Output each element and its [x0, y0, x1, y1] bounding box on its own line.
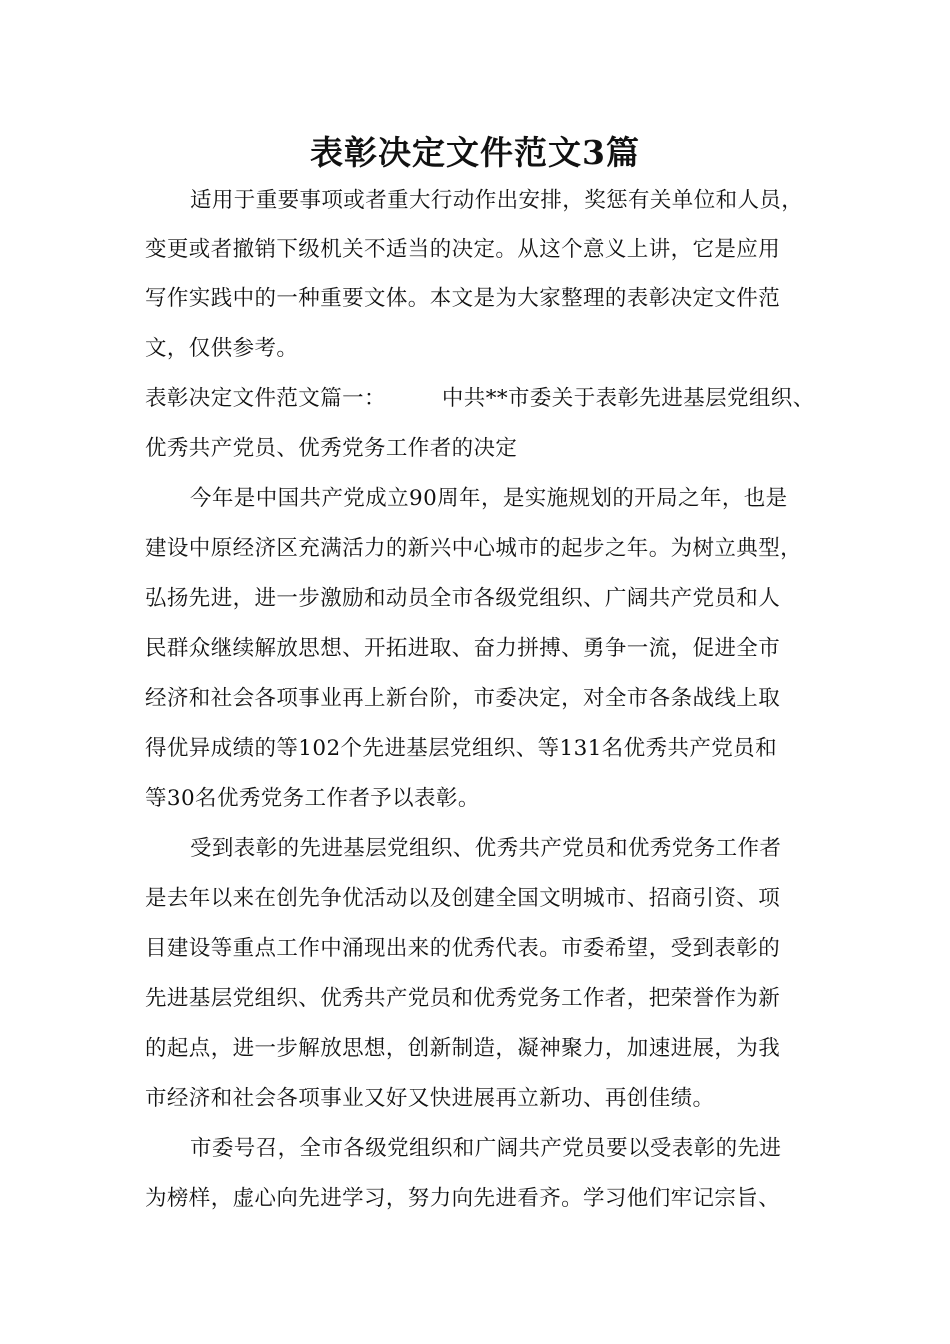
- intro-line: 变更或者撤销下级机关不适当的决定。从这个意义上讲，它是应用: [145, 237, 781, 262]
- paragraph-line: 经济和社会各项事业再上新台阶，市委决定，对全市各条战线上取: [145, 686, 781, 711]
- paragraph-line: 建设中原经济区充满活力的新兴中心城市的起步之年。为树立典型，: [145, 536, 803, 561]
- paragraph-line: 民群众继续解放思想、开拓进取、奋力拼搏、勇争一流，促进全市: [145, 636, 781, 661]
- paragraph-line: 目建设等重点工作中涌现出来的优秀代表。市委希望，受到表彰的: [145, 936, 781, 961]
- paragraph-line: 的起点，进一步解放思想，创新制造，凝神聚力，加速进展，为我: [145, 1036, 781, 1061]
- paragraph-line: 受到表彰的先进基层党组织、优秀共产党员和优秀党务工作者: [190, 836, 782, 861]
- section-label: 表彰决定文件范文篇一：: [145, 386, 386, 411]
- paragraph-line: 得优异成绩的等102个先进基层党组织、等131名优秀共产党员和: [145, 736, 777, 761]
- section-heading-line: [145, 384, 815, 414]
- paragraph-line: 先进基层党组织、优秀共产党员和优秀党务工作者，把荣誉作为新: [145, 986, 781, 1011]
- paragraph-line: 市经济和社会各项事业又好又快进展再立新功、再创佳绩。: [145, 1086, 715, 1111]
- section-title-part-2: 优秀共产党员、优秀党务工作者的决定: [145, 436, 518, 461]
- paragraph-line: 市委号召，全市各级党组织和广阔共产党员要以受表彰的先进: [190, 1136, 782, 1161]
- paragraph-line: 等30名优秀党务工作者予以表彰。: [145, 786, 480, 811]
- intro-line: 适用于重要事项或者重大行动作出安排，奖惩有关单位和人员，: [190, 188, 804, 213]
- intro-line: 文，仅供参考。: [145, 336, 299, 361]
- paragraph-line: 今年是中国共产党成立90周年，是实施规划的开局之年，也是: [190, 486, 788, 511]
- intro-line: 写作实践中的一种重要文体。本文是为大家整理的表彰决定文件范: [145, 286, 781, 311]
- section-title-part-1: 中共**市委关于表彰先进基层党组织、: [441, 386, 815, 411]
- paragraph-line: 为榜样，虚心向先进学习，努力向先进看齐。学习他们牢记宗旨、: [145, 1186, 781, 1211]
- paragraph-line: 是去年以来在创先争优活动以及创建全国文明城市、招商引资、项: [145, 886, 781, 911]
- paragraph-line: 弘扬先进，进一步激励和动员全市各级党组织、广阔共产党员和人: [145, 586, 781, 611]
- document-title: 表彰决定文件范文3篇: [310, 133, 640, 172]
